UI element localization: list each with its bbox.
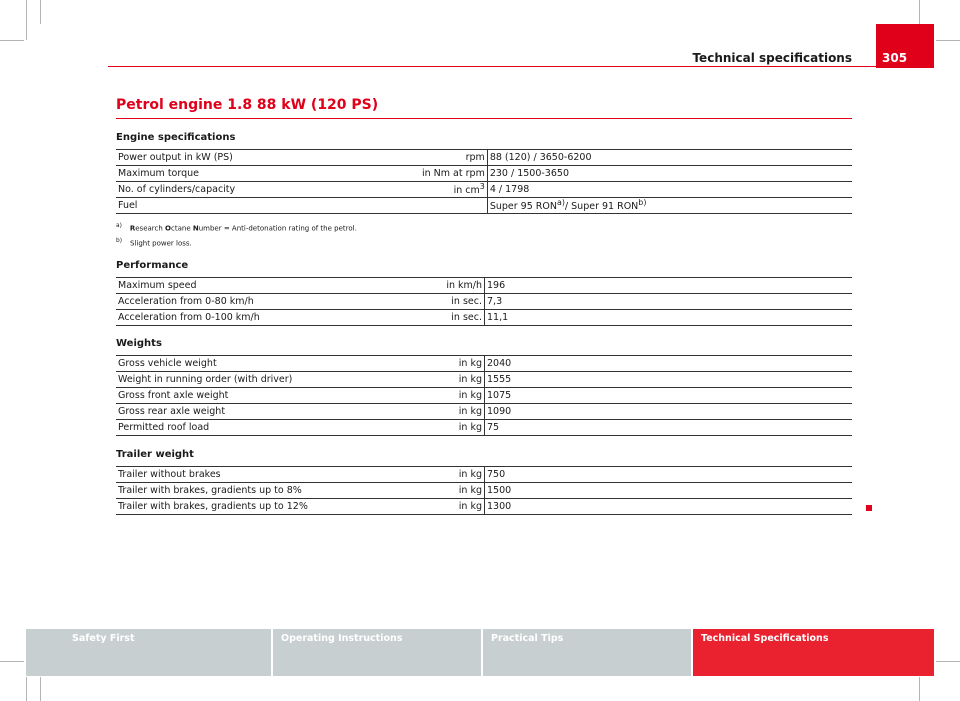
page-number: 305	[876, 24, 934, 68]
footnote-ref-a: a)	[556, 198, 565, 208]
row-label: Acceleration from 0-80 km/h	[116, 294, 420, 310]
row-unit: in km/h	[420, 278, 485, 294]
row-value: 11,1	[485, 310, 853, 326]
group-title: Engine specifications	[116, 132, 236, 143]
row-label: No. of cylinders/capacity	[116, 182, 420, 198]
footnote-a	[116, 220, 852, 235]
footnote-initial: R	[129, 224, 136, 233]
row-label: Power output in kW (PS)	[116, 150, 420, 166]
weights-table	[116, 355, 852, 436]
row-value: 88 (120) / 3650-6200	[487, 150, 852, 166]
unit-superscript: 3	[479, 182, 485, 192]
row-label: Weight in running order (with driver)	[116, 372, 420, 388]
row-value: 1500	[485, 483, 853, 499]
table-row	[116, 278, 852, 294]
row-value: 196	[485, 278, 853, 294]
row-value: 1090	[485, 404, 853, 420]
performance-section	[116, 260, 852, 326]
crop-mark	[919, 677, 920, 701]
row-label: Trailer without brakes	[116, 467, 420, 483]
table-row	[116, 150, 852, 166]
row-unit: in kg	[420, 388, 485, 404]
table-row	[116, 198, 852, 214]
table-row	[116, 388, 852, 404]
weights-section	[116, 338, 852, 436]
row-label: Maximum torque	[116, 166, 420, 182]
fuel-alternative: / Super 91 RON	[564, 201, 639, 213]
crop-mark	[40, 0, 41, 24]
engine-specifications	[116, 132, 852, 251]
row-unit	[420, 198, 487, 214]
row-label: Trailer with brakes, gradients up to 8%	[116, 483, 420, 499]
footer-tab-operating-instructions[interactable]: Operating Instructions	[273, 629, 481, 676]
end-of-section-marker	[866, 505, 872, 511]
footer-tab-safety-first[interactable]: Safety First	[26, 629, 271, 676]
footnote-marker: a)	[116, 223, 122, 229]
performance-table	[116, 277, 852, 326]
row-value: 75	[485, 420, 853, 436]
row-label: Gross front axle weight	[116, 388, 420, 404]
footer-tab-practical-tips[interactable]: Practical Tips	[483, 629, 691, 676]
section-rule	[116, 118, 852, 119]
footer-navigation	[26, 629, 934, 676]
footer-tab-technical-specifications[interactable]: Technical Specifications	[693, 629, 934, 676]
row-unit: in Nm at rpm	[420, 166, 487, 182]
trailer-weight-section	[116, 449, 852, 515]
table-row	[116, 310, 852, 326]
crop-mark	[40, 677, 41, 701]
crop-mark	[26, 677, 27, 701]
crop-mark	[936, 40, 960, 41]
footnote-initial: O	[165, 224, 171, 233]
table-row	[116, 166, 852, 182]
table-row	[116, 372, 852, 388]
crop-mark	[26, 0, 27, 40]
footnotes	[116, 220, 852, 251]
row-value: 1555	[485, 372, 853, 388]
engine-table	[116, 149, 852, 214]
row-unit: in sec.	[420, 294, 485, 310]
table-row	[116, 483, 852, 499]
row-label: Fuel	[116, 198, 420, 214]
table-row	[116, 294, 852, 310]
row-value: 2040	[485, 356, 853, 372]
crop-mark	[936, 661, 960, 662]
row-unit: in kg	[420, 420, 485, 436]
row-unit: in kg	[420, 356, 485, 372]
footnote-text: umber = Anti-detonation rating of the petrol.	[198, 224, 357, 233]
footnote-text: Slight power loss.	[129, 239, 192, 248]
footnote-text: ctane	[171, 224, 193, 233]
crop-mark	[0, 40, 24, 41]
table-row	[116, 182, 852, 198]
row-value: 1075	[485, 388, 853, 404]
row-label: Gross rear axle weight	[116, 404, 420, 420]
footnote-text: esearch	[135, 224, 166, 233]
row-value: 230 / 1500-3650	[487, 166, 852, 182]
row-value: 750	[485, 467, 853, 483]
group-title: Trailer weight	[116, 449, 194, 460]
row-label: Trailer with brakes, gradients up to 12%	[116, 499, 420, 515]
trailer-table	[116, 466, 852, 515]
footnote-initial: N	[192, 224, 199, 233]
row-value	[487, 198, 852, 214]
row-unit: in kg	[420, 499, 485, 515]
row-label: Maximum speed	[116, 278, 420, 294]
row-value: 7,3	[485, 294, 853, 310]
row-unit: in kg	[420, 483, 485, 499]
row-unit: in kg	[420, 467, 485, 483]
row-label: Acceleration from 0-100 km/h	[116, 310, 420, 326]
footnote-ref-b: b)	[638, 198, 647, 208]
row-unit: rpm	[420, 150, 487, 166]
running-header: Technical specifications	[692, 51, 852, 65]
footnote-b	[116, 235, 852, 250]
row-unit: in kg	[420, 404, 485, 420]
table-row	[116, 356, 852, 372]
row-unit: in kg	[420, 372, 485, 388]
row-value: 4 / 1798	[487, 182, 852, 198]
row-unit: in sec.	[420, 310, 485, 326]
row-label: Gross vehicle weight	[116, 356, 420, 372]
fuel-primary: Super 95 RON	[489, 201, 557, 213]
row-unit	[420, 182, 487, 198]
group-title: Performance	[116, 260, 189, 271]
row-value: 1300	[485, 499, 853, 515]
footnote-marker: b)	[116, 238, 122, 245]
row-label: Permitted roof load	[116, 420, 420, 436]
table-row	[116, 420, 852, 436]
table-row	[116, 404, 852, 420]
unit-text: in cm	[453, 185, 480, 197]
table-row	[116, 467, 852, 483]
crop-mark	[919, 0, 920, 24]
header-rule	[108, 66, 876, 67]
section-title: Petrol engine 1.8 88 kW (120 PS)	[116, 97, 379, 113]
crop-mark	[0, 661, 24, 662]
table-row	[116, 499, 852, 515]
group-title: Weights	[116, 338, 162, 349]
